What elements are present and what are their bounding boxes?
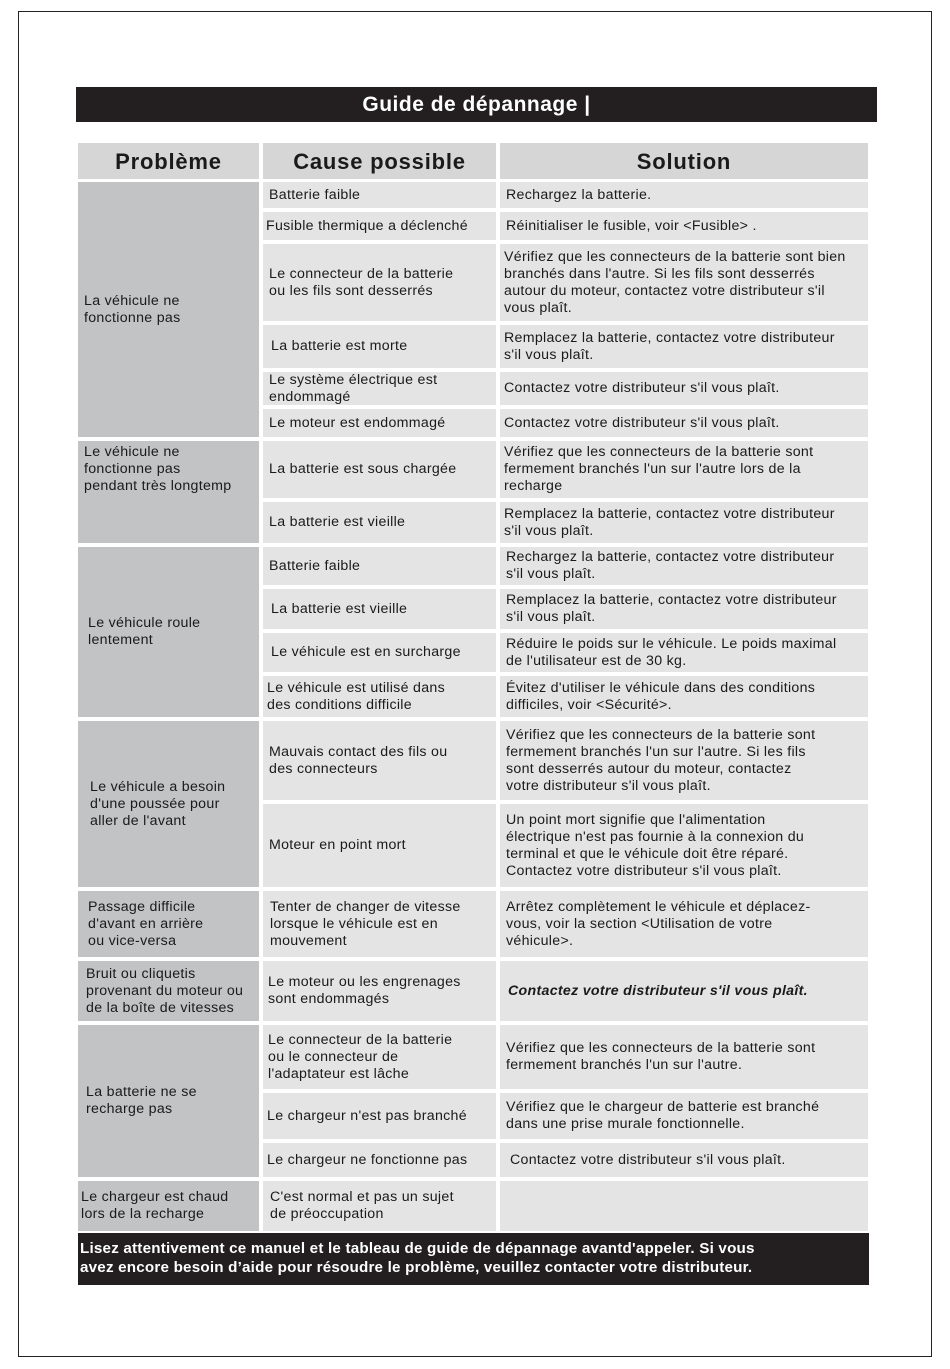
cause-cell: La batterie est vieille bbox=[263, 589, 496, 629]
problem-cell: Le chargeur est chaud lors de la recharge bbox=[78, 1181, 259, 1231]
solution-cell: Rechargez la batterie, contactez votre distributeur s'il vous plaît. bbox=[500, 547, 868, 585]
solution-cell: Rechargez la batterie. bbox=[500, 182, 868, 208]
problem-cell: La batterie ne se recharge pas bbox=[78, 1025, 259, 1177]
header-problem: Problème bbox=[78, 143, 259, 179]
cause-cell: Mauvais contact des fils ou des connecteurs bbox=[263, 721, 496, 800]
cause-cell: Moteur en point mort bbox=[263, 804, 496, 887]
cause-cell: Tenter de changer de vitesse lorsque le véhicule est en mouvement bbox=[263, 891, 496, 957]
problem-cell: Le véhicule a besoin d'une poussée pour aller de l'avant bbox=[78, 721, 259, 887]
header-solution: Solution bbox=[500, 143, 868, 179]
header-cause: Cause possible bbox=[263, 143, 496, 179]
problem-cell: La véhicule ne fonctionne pas bbox=[78, 182, 259, 437]
solution-cell: Remplacez la batterie, contactez votre distributeur s'il vous plaît. bbox=[500, 325, 868, 368]
cause-cell: La batterie est morte bbox=[263, 325, 496, 368]
cause-cell: Le connecteur de la batterie ou les fils sont desserrés bbox=[263, 244, 496, 321]
cause-cell: La batterie est vieille bbox=[263, 502, 496, 543]
solution-cell: Contactez votre distributeur s'il vous plaît. bbox=[500, 409, 868, 437]
problem-cell: Bruit ou cliquetis provenant du moteur ou de la boîte de vitesses bbox=[78, 961, 259, 1021]
cause-cell: Le chargeur n'est pas branché bbox=[263, 1093, 496, 1139]
page-title: Guide de dépannage | bbox=[76, 87, 877, 122]
solution-cell: Vérifiez que les connecteurs de la batterie sont fermement branchés l'un sur l'autre. Si les fils sont desserrés autour du moteur, contactez votre distributeur s'il vous plaît. bbox=[500, 721, 868, 800]
cause-cell: Batterie faible bbox=[263, 182, 496, 208]
solution-cell: Contactez votre distributeur s'il vous plaît. bbox=[500, 961, 868, 1021]
cause-cell: Le moteur est endommagé bbox=[263, 409, 496, 437]
solution-cell: Remplacez la batterie, contactez votre distributeur s'il vous plaît. bbox=[500, 589, 868, 629]
cause-cell: Le chargeur ne fonctionne pas bbox=[263, 1143, 496, 1177]
solution-cell: Vérifiez que les connecteurs de la batterie sont fermement branchés l'un sur l'autre lors de la recharge bbox=[500, 441, 868, 498]
cause-cell: Le véhicule est utilisé dans des conditions difficile bbox=[263, 676, 496, 717]
cause-cell: Le moteur ou les engrenages sont endommagés bbox=[263, 961, 496, 1021]
solution-cell: Remplacez la batterie, contactez votre distributeur s'il vous plaît. bbox=[500, 502, 868, 543]
solution-cell: Vérifiez que le chargeur de batterie est branché dans une prise murale fonctionnelle. bbox=[500, 1093, 868, 1139]
cause-cell: C'est normal et pas un sujet de préoccupation bbox=[263, 1181, 496, 1231]
solution-cell: Réduire le poids sur le véhicule. Le poids maximal de l'utilisateur est de 30 kg. bbox=[500, 633, 868, 672]
footer-notice bbox=[78, 1233, 869, 1285]
problem-cell: Le véhicule roule lentement bbox=[78, 547, 259, 717]
cause-cell: Fusible thermique a déclenché bbox=[263, 212, 496, 240]
problem-cell: Le véhicule ne fonctionne pas pendant très longtemp bbox=[78, 441, 259, 543]
cause-cell: Le système électrique est endommagé bbox=[263, 372, 496, 405]
solution-cell bbox=[500, 1181, 868, 1231]
cause-cell: Batterie faible bbox=[263, 547, 496, 585]
problem-cell: Passage difficile d'avant en arrière ou vice-versa bbox=[78, 891, 259, 957]
solution-cell: Arrêtez complètement le véhicule et déplacez- vous, voir la section <Utilisation de votre véhicule>. bbox=[500, 891, 868, 957]
solution-cell: Vérifiez que les connecteurs de la batterie sont bien branchés dans l'autre. Si les fils sont desserrés autour du moteur, contactez votre distributeur s'il vous plaît. bbox=[500, 244, 868, 321]
solution-cell: Un point mort signifie que l'alimentation électrique n'est pas fournie à la connexion du terminal et que le véhicule doit être réparé. Contactez votre distributeur s'il vous plaît. bbox=[500, 804, 868, 887]
cause-cell: Le véhicule est en surcharge bbox=[263, 633, 496, 672]
solution-cell: Évitez d'utiliser le véhicule dans des conditions difficiles, voir <Sécurité>. bbox=[500, 676, 868, 717]
solution-cell: Contactez votre distributeur s'il vous plaît. bbox=[500, 372, 868, 405]
solution-cell: Contactez votre distributeur s'il vous plaît. bbox=[500, 1143, 868, 1177]
solution-cell: Réinitialiser le fusible, voir <Fusible> . bbox=[500, 212, 868, 240]
footer-text: Lisez attentivement ce manuel et le tableau de guide de dépannage avantd'appeler. Si vous avez encore besoin d’aide pour résoudre le problème, veuillez contacter votre distributeur. bbox=[80, 1240, 755, 1276]
cause-cell: La batterie est sous chargée bbox=[263, 441, 496, 498]
cause-cell: Le connecteur de la batterie ou le connecteur de l'adaptateur est lâche bbox=[263, 1025, 496, 1089]
solution-cell: Vérifiez que les connecteurs de la batterie sont fermement branchés l'un sur l'autre. bbox=[500, 1025, 868, 1089]
